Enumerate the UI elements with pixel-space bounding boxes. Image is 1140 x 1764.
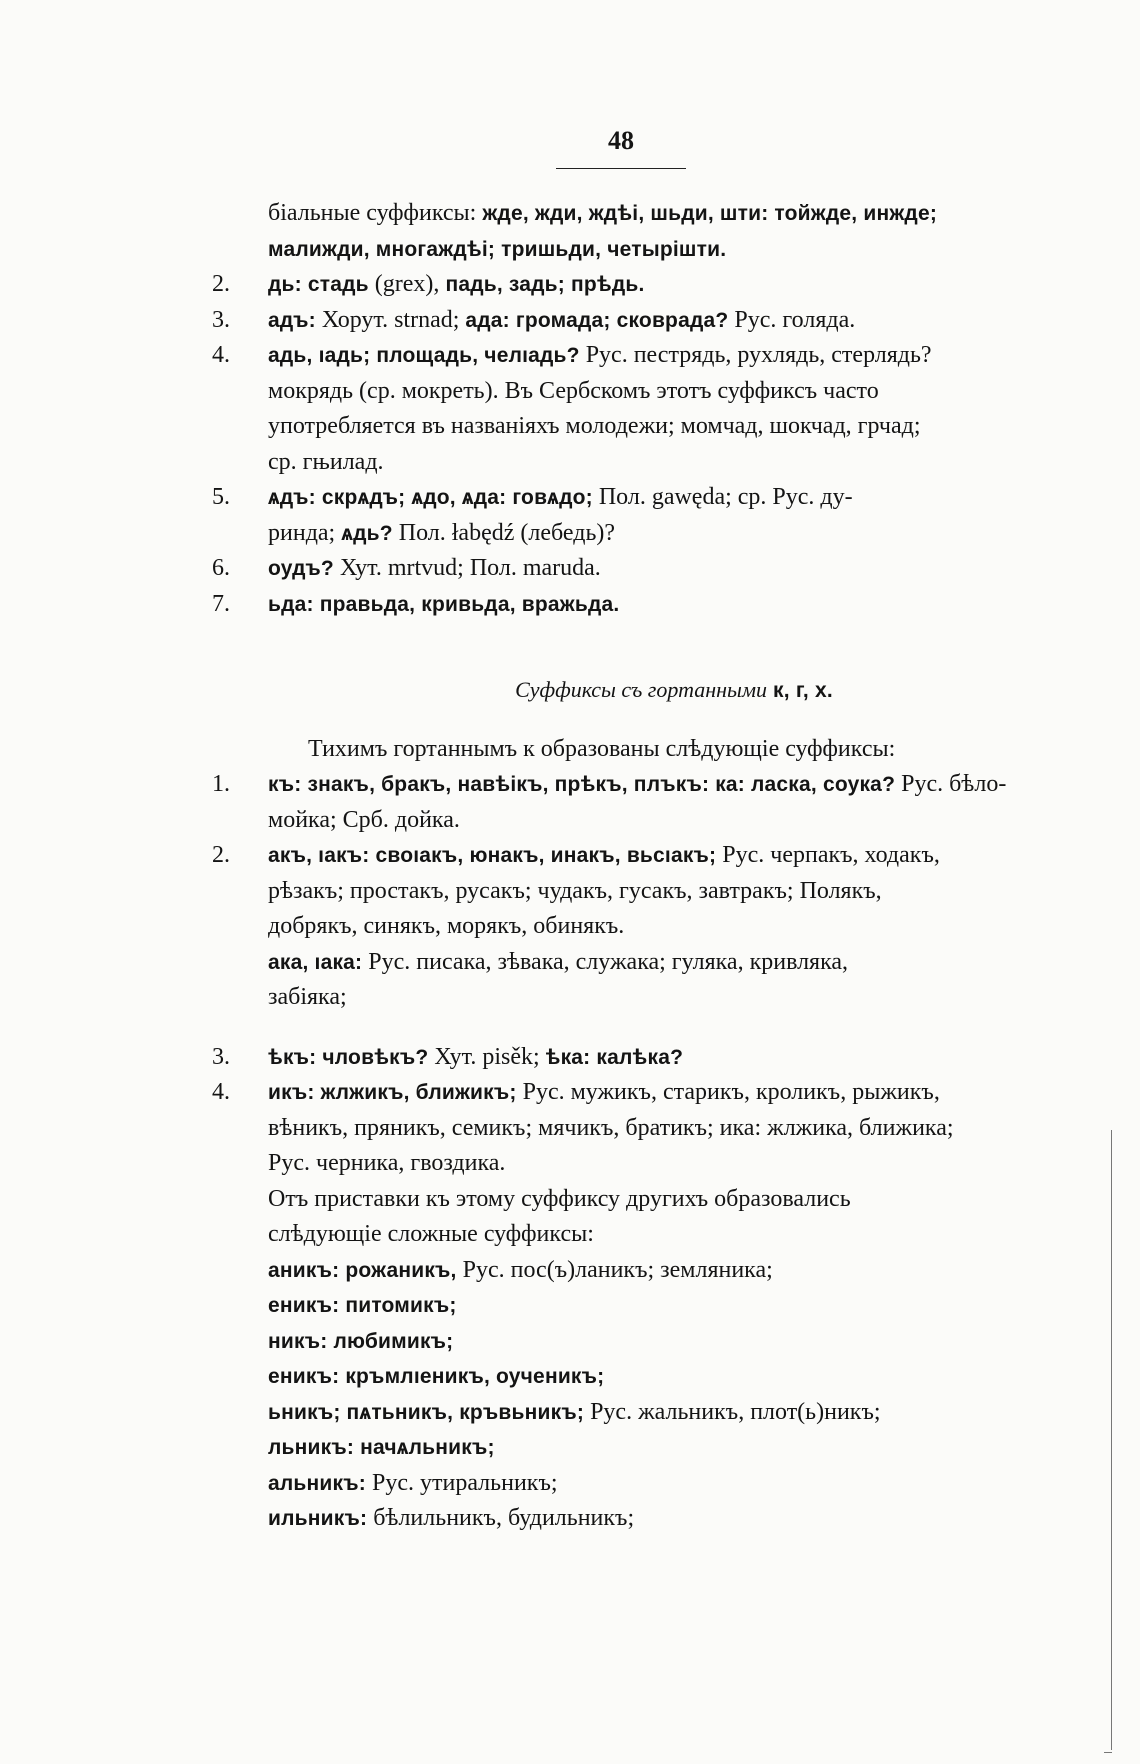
line-text: Хут. mrtvud; Пол. maruda. (339, 555, 601, 581)
line-text: Рус. писака, зѣвака, служака; гуляка, кривляка, (368, 948, 849, 975)
text-line (200, 1146, 1080, 1182)
suffix-example: икъ: жлжикъ, ближикъ; (268, 1081, 517, 1104)
line-text: рѣзакъ; простакъ, русакъ; чудакъ, гусакъ, завтракъ; Полякъ, (268, 877, 882, 904)
text-line (200, 1075, 1080, 1111)
text-line (200, 803, 1080, 839)
section-heading (200, 672, 1080, 708)
text-line (200, 1395, 1080, 1431)
suffix-example: акъ, ıакъ: своıакъ, юнакъ, инакъ, вьсıакъ; (268, 844, 717, 867)
text-line (200, 445, 1080, 481)
suffix-example: еникъ: кръмлıеникъ, оученикъ; (268, 1365, 605, 1388)
section-guttural-suffixes-cont (200, 1040, 1080, 1537)
page-body (200, 196, 1080, 1537)
suffix-example: никъ: любимикъ; (268, 1329, 454, 1353)
margin-line (1111, 1130, 1112, 1750)
section-dental-suffixes (200, 196, 1080, 622)
text-line (200, 480, 1080, 516)
item-number: 4. (212, 1079, 230, 1105)
margin-corner (1104, 1752, 1112, 1753)
text-line (200, 303, 1080, 339)
text-line (200, 1253, 1080, 1289)
suffix-example: оудъ? (268, 557, 340, 580)
line-text: (grex), (374, 271, 446, 297)
item-number: 1. (212, 771, 230, 797)
suffix-example: адъ: (268, 308, 322, 332)
line-text: Рус. мужикъ, старикъ, кроликъ, рыжикъ, (516, 1079, 940, 1105)
line-text: ср. гњилад. (268, 448, 384, 475)
line-text: мячикъ, братикъ; ика: жлжика, ближика; (538, 1114, 954, 1141)
text-line (200, 338, 1080, 374)
text-line (200, 1359, 1080, 1395)
suffix-example: ильникъ: (268, 1507, 374, 1530)
line-text: бѣлильникъ, будильникъ; (373, 1505, 635, 1531)
text-line (200, 838, 1080, 874)
text-line (200, 980, 1080, 1016)
suffix-example: ѧдъ: скрѧдъ; ѧдо, ѧда: говѧдо; (268, 486, 593, 509)
line-text: добрякъ, синякъ, морякъ, обинякъ. (268, 913, 625, 939)
suffix-example: еникъ: питомикъ; (268, 1294, 457, 1317)
item-number: 6. (212, 555, 230, 581)
suffix-example: жде, жди, ждѣі, шьди, шти: тойжде, инжде; (482, 202, 938, 225)
text-line (200, 767, 1080, 803)
line-text: забіяка; (268, 984, 347, 1010)
section-intro (200, 732, 1080, 768)
line-text: вѣникъ, пряникъ, семикъ; (268, 1114, 539, 1141)
suffix-example: ада: громада; сковрада? (465, 308, 729, 332)
suffix-example: адь, ıадь; площадь, челıадь? (268, 344, 580, 367)
text-line (200, 1466, 1080, 1502)
suffix-example: падь, задь; прѣдь. (445, 273, 645, 296)
line-text: Рус. голяда. (728, 306, 856, 333)
text-line (200, 945, 1080, 981)
heading-italic: Суффиксы съ гортанными (515, 677, 767, 702)
suffix-example: къ: знакъ, бракъ, навѣікъ, прѣкъ, плъкъ: ка: ласка, соука? (268, 773, 896, 796)
suffix-example: альникъ: (268, 1471, 372, 1495)
text-line (200, 1040, 1080, 1076)
item-number: 5. (212, 484, 230, 510)
line-text: ринда; (268, 519, 342, 546)
line-text: Рус. черника, гвоздика. (268, 1150, 506, 1176)
text-line (200, 1324, 1080, 1360)
suffix-example: ѣкъ: чловѣкъ? (268, 1045, 429, 1069)
section-guttural-suffixes (200, 767, 1080, 1016)
suffix-example: малижди, многаждѣі; тришьди, четырішти. (268, 237, 727, 261)
suffix-example: ѧдь? (341, 521, 393, 545)
text-line (200, 1430, 1080, 1466)
suffix-example: ьникъ; пѧтьникъ, кръвьникъ; (268, 1400, 585, 1424)
text-line (200, 196, 1080, 232)
text-line (200, 909, 1080, 945)
suffix-example: ьда: правьда, кривьда, вражьда. (268, 592, 620, 616)
intro-text: Тихимъ гортаннымъ к образованы слѣдующіе суффиксы: (308, 735, 896, 762)
item-number: 4. (212, 342, 230, 368)
text-line (200, 1217, 1080, 1253)
text-line (200, 267, 1080, 303)
line-text: Рус. утиральникъ; (371, 1469, 558, 1496)
text-line (200, 1111, 1080, 1147)
line-text: мокрядь (ср. мокреть). Въ Сербскомъ этотъ суффиксъ часто (268, 377, 879, 404)
text-line (200, 587, 1080, 623)
text-line (200, 232, 1080, 268)
page-number-rule (556, 168, 686, 169)
line-text: Хорут. strnad; (321, 306, 466, 333)
heading-letters: к, г, х. (767, 679, 833, 702)
line-text: употребляется въ названіяхъ молодежи; момчад, шокчад, грчад; (268, 413, 921, 439)
suffix-example: льникъ: начѧльникъ; (268, 1436, 495, 1459)
text-line (200, 1501, 1080, 1537)
suffix-example: ака, ıака: (268, 950, 369, 974)
line-text: Рус. бѣло- (895, 771, 1007, 797)
line-text: слѣдующіе сложные суффиксы: (268, 1221, 594, 1247)
line-text: Рус. пестрядь, рухлядь, стерлядь? (579, 342, 932, 368)
line-text: Отъ приставки къ этому суффиксу другихъ образовались (268, 1185, 851, 1212)
line-text: Пол. łabędź (лебедь)? (392, 519, 616, 546)
line-text: Пол. gawęda; ср. Рус. ду- (592, 484, 853, 510)
text-line (200, 1288, 1080, 1324)
suffix-example: ѣка: калѣка? (545, 1045, 684, 1069)
text-line (200, 874, 1080, 910)
line-text: Рус. черпакъ, ходакъ, (716, 842, 940, 868)
item-number: 2. (212, 271, 230, 297)
line-text: біальные суффиксы: (268, 200, 483, 226)
text-line (200, 1182, 1080, 1218)
line-text: мойка; Срб. дойка. (268, 806, 460, 833)
suffix-example: дь: стадь (268, 273, 375, 296)
item-number: 7. (212, 590, 230, 617)
suffix-example: аникъ: рожаникъ, (268, 1258, 463, 1282)
text-line (200, 409, 1080, 445)
line-text: Рус. пос(ъ)ланикъ; земляника; (462, 1256, 773, 1283)
text-line (200, 516, 1080, 552)
line-text: Рус. жальникъ, плот(ь)никъ; (584, 1398, 881, 1425)
text-line (200, 374, 1080, 410)
item-number: 3. (212, 1043, 230, 1070)
page-number: 48 (608, 126, 634, 155)
line-text: Хут. pisěk; (428, 1043, 546, 1070)
item-number: 3. (212, 306, 230, 333)
item-number: 2. (212, 842, 230, 868)
text-line (200, 551, 1080, 587)
